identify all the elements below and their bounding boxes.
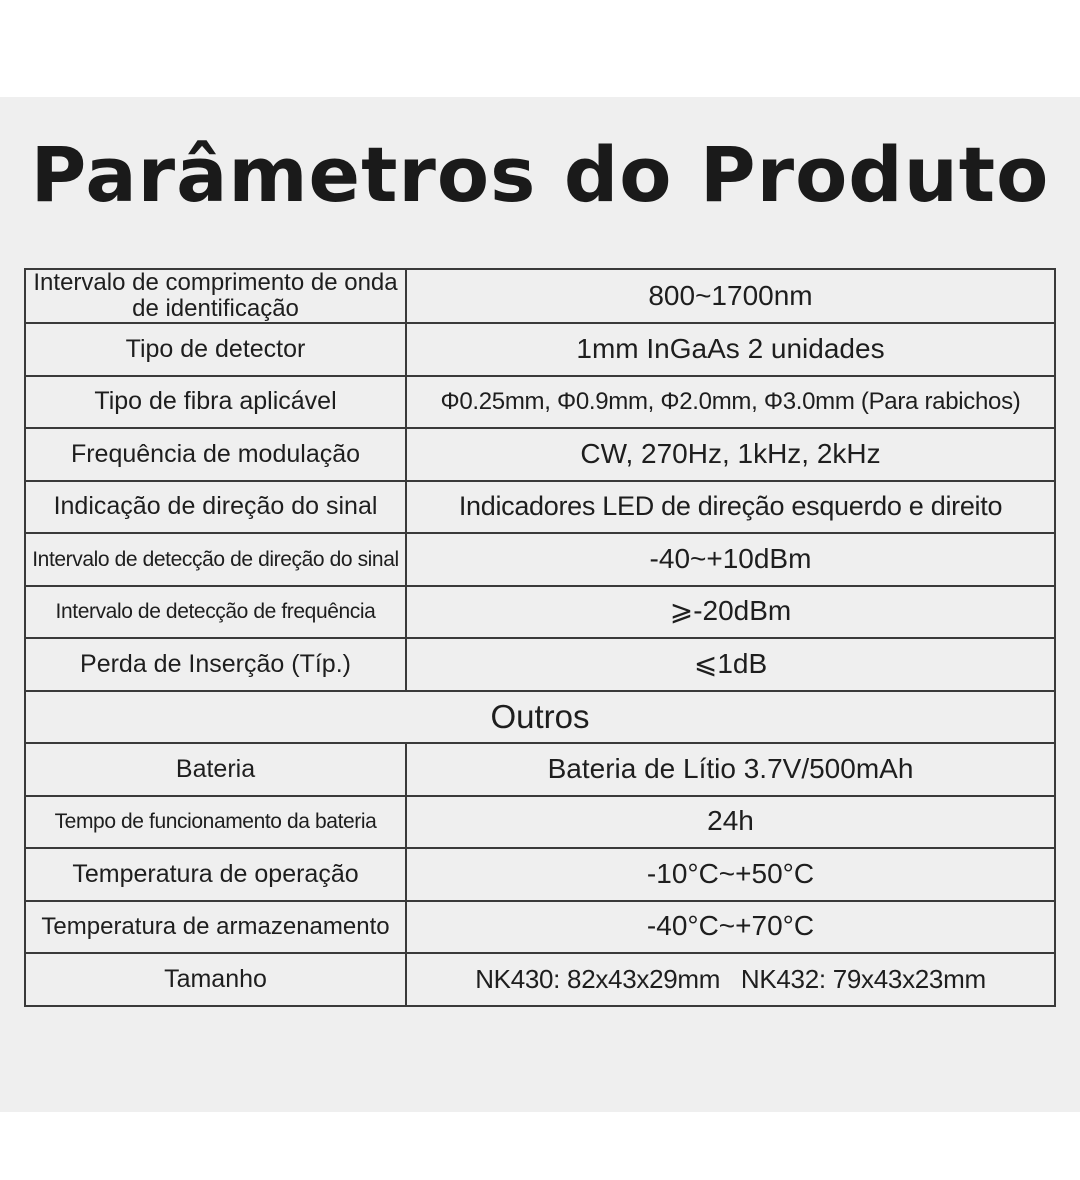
table-row bbox=[25, 481, 1055, 534]
spec-value: ⩽1dB bbox=[406, 638, 1055, 691]
table-row bbox=[25, 848, 1055, 901]
spec-label: Intervalo de detecção de direção do sinal bbox=[25, 533, 406, 586]
spec-label: Tamanho bbox=[25, 953, 406, 1006]
page-title: Parâmetros do Produto bbox=[30, 130, 1050, 219]
spec-label: Tipo de detector bbox=[25, 323, 406, 376]
spec-value: NK430: 82x43x29mm NK432: 79x43x23mm bbox=[406, 953, 1055, 1006]
table-row bbox=[25, 586, 1055, 639]
spec-value: -10°C~+50°C bbox=[406, 848, 1055, 901]
spec-label: Intervalo de comprimento de onda de identificação bbox=[25, 269, 406, 323]
spec-value: 24h bbox=[406, 796, 1055, 849]
table-row bbox=[25, 743, 1055, 796]
spec-value: 1mm InGaAs 2 unidades bbox=[406, 323, 1055, 376]
spec-value: 800~1700nm bbox=[406, 269, 1055, 323]
spec-value: -40~+10dBm bbox=[406, 533, 1055, 586]
section-header-row bbox=[25, 691, 1055, 744]
table-row bbox=[25, 638, 1055, 691]
spec-label: Indicação de direção do sinal bbox=[25, 481, 406, 534]
table-row bbox=[25, 953, 1055, 1006]
table-row bbox=[25, 796, 1055, 849]
table-row bbox=[25, 428, 1055, 481]
spec-value: Indicadores LED de direção esquerdo e direito bbox=[406, 481, 1055, 534]
spec-label: Tipo de fibra aplicável bbox=[25, 376, 406, 429]
spec-label: Temperatura de armazenamento bbox=[25, 901, 406, 954]
spec-value: CW, 270Hz, 1kHz, 2kHz bbox=[406, 428, 1055, 481]
spec-value: ⩾-20dBm bbox=[406, 586, 1055, 639]
table-row bbox=[25, 269, 1055, 323]
table-row bbox=[25, 376, 1055, 429]
table-row bbox=[25, 323, 1055, 376]
spec-value: Φ0.25mm, Φ0.9mm, Φ2.0mm, Φ3.0mm (Para rabichos) bbox=[406, 376, 1055, 429]
spec-table bbox=[24, 268, 1056, 1007]
spec-label: Perda de Inserção (Típ.) bbox=[25, 638, 406, 691]
table-row bbox=[25, 533, 1055, 586]
spec-label: Intervalo de detecção de frequência bbox=[25, 586, 406, 639]
spec-label: Tempo de funcionamento da bateria bbox=[25, 796, 406, 849]
table-row bbox=[25, 901, 1055, 954]
spec-label: Temperatura de operação bbox=[25, 848, 406, 901]
spec-label: Frequência de modulação bbox=[25, 428, 406, 481]
section-header-others: Outros bbox=[25, 691, 1055, 744]
spec-value: Bateria de Lítio 3.7V/500mAh bbox=[406, 743, 1055, 796]
spec-label: Bateria bbox=[25, 743, 406, 796]
spec-value: -40°C~+70°C bbox=[406, 901, 1055, 954]
